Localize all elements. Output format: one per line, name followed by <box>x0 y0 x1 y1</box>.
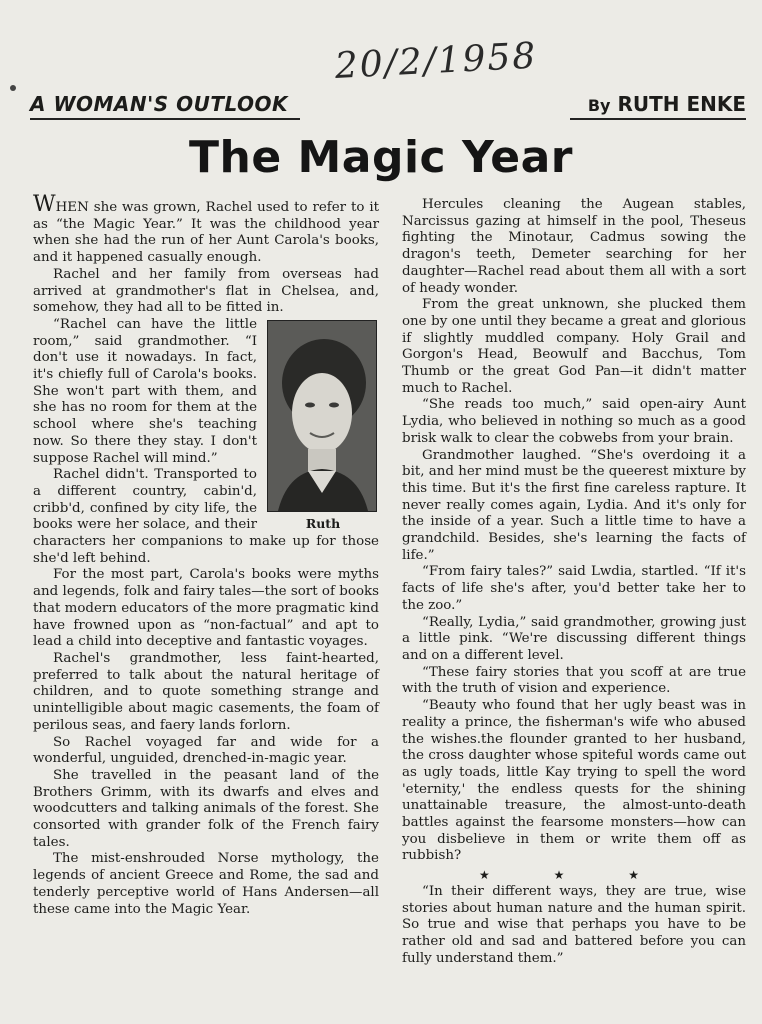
handwritten-date: 20/2/1958 <box>333 35 539 87</box>
author-photo-block <box>267 320 379 533</box>
paragraph: The mist-enshrouded Norse mythology, the legends of ancient Greece and Rome, the sad and tenderly perceptive world of Hans Andersen—all these came into the Magic Year. <box>33 851 379 917</box>
byline-author: RUTH ENKE <box>617 92 746 116</box>
paragraph: So Rachel voyaged far and wide for a wonderful, unguided, drenched-in-magic year. <box>33 734 379 767</box>
paragraph: WHEN she was grown, Rachel used to refer to it as “the Magic Year.” It was the childhood year when she had the run of her Aunt Carola's books, and it happened casually enough. <box>33 192 379 266</box>
paragraph: Grandmother laughed. “She's overdoing it a bit, and her mind must be the queerest mixture by this time. But it's the first fine careless rapture. It never really comes again, Lydia. And it's only for the inside of a year. Such a little time to have a grandchild. Besides, she's learning the facts of life.” <box>402 447 746 563</box>
ink-mark <box>10 85 16 91</box>
paragraph: Rachel didn't. Transported to a different country, cabin'd, cribb'd, confined by city life, the books were her solace, and their characters her companions to make up for those she'd left behind. <box>33 467 379 566</box>
article-column-right <box>402 197 746 967</box>
paragraph: “Rachel can have the little room,” said grandmother. “I don't use it nowadays. In fact, it's chiefly full of Carola's books. She won't part with them, and she has no room for them at the school where she's teaching now. So there they stay. I don't suppose Rachel will mind.” <box>33 316 257 466</box>
paragraph: “Beauty who found that her ugly beast was in reality a prince, the fisherman's wife who abused the wishes.the flounder granted to her husband, the cross daughter whose spiteful words came out as ugly toads, little Kay trying to spell the word 'eternity,' the endless quests for the shining unattainable treasure, the almost-unto-death battles against the fearsome monsters—how can you disbelieve in them or write them off as rubbish? <box>402 698 746 864</box>
paragraph: For the most part, Carola's books were myths and legends, folk and fairy tales—the sort of books that modern educators of the more pragmatic kind have frowned upon as “non-factual” and apt to lead a child into deceptive and fantastic voyages. <box>33 567 379 650</box>
paragraph: She travelled in the peasant land of the Brothers Grimm, with its dwarfs and elves and woodcutters and talking animals of the forest. She consorted with grander folk of the French fairy tales. <box>33 767 379 850</box>
section-break-stars: ★ ★ ★ <box>479 868 669 883</box>
column-title: A WOMAN'S OUTLOOK <box>30 92 300 120</box>
byline <box>570 92 746 120</box>
photo-caption: Ruth <box>305 515 341 531</box>
paragraph: “These fairy stories that you scoff at are true with the truth of vision and experience. <box>402 664 746 697</box>
paragraph: Rachel's grandmother, less faint-hearted, preferred to talk about the natural heritage of children, and to quote something strange and unintelligible about magic casements, the foam of perilous seas, and faery lands forlorn. <box>33 650 379 733</box>
paragraph: “She reads too much,” said open-airy Aunt Lydia, who believed in nothing so much as a good brisk walk to clear the cobwebs from your brain. <box>402 397 746 446</box>
drop-cap: W <box>33 192 56 217</box>
paragraph: Rachel and her family from overseas had arrived at grandmother's flat in Chelsea, and, somehow, they had all to be fitted in. <box>33 266 379 316</box>
paragraph: From the great unknown, she plucked them one by one until they became a great and glorious if slightly muddled company. Holy Grail and Gorgon's Head, Beowulf and Bacchus, Tom Thumb or the great God Pan—it didn't matter much to Rachel. <box>402 297 746 396</box>
headline: The Magic Year <box>188 132 573 183</box>
article-column-left <box>33 192 379 918</box>
byline-by: By <box>587 96 611 115</box>
author-photo <box>267 320 377 512</box>
paragraph: “From fairy tales?” said Lwdia, startled. “If it's facts of life she's after, you'd better take her to the zoo.” <box>402 564 746 613</box>
paragraph: Hercules cleaning the Augean stables, Narcissus gazing at himself in the pool, Theseus fighting the Minotaur, Cadmus sowing the dragon's teeth, Demeter searching for her daughter—Rachel read about them all with a sort of heady wonder. <box>402 197 746 296</box>
paragraph: “Really, Lydia,” said grandmother, growing just a little pink. “We're discussing different things and on a different level. <box>402 614 746 663</box>
paragraph: “In their different ways, they are true, wise stories about human nature and the human spirit. So true and wise that perhaps you have to be rather old and sad and battered before you can fully understand them.” <box>402 883 746 966</box>
